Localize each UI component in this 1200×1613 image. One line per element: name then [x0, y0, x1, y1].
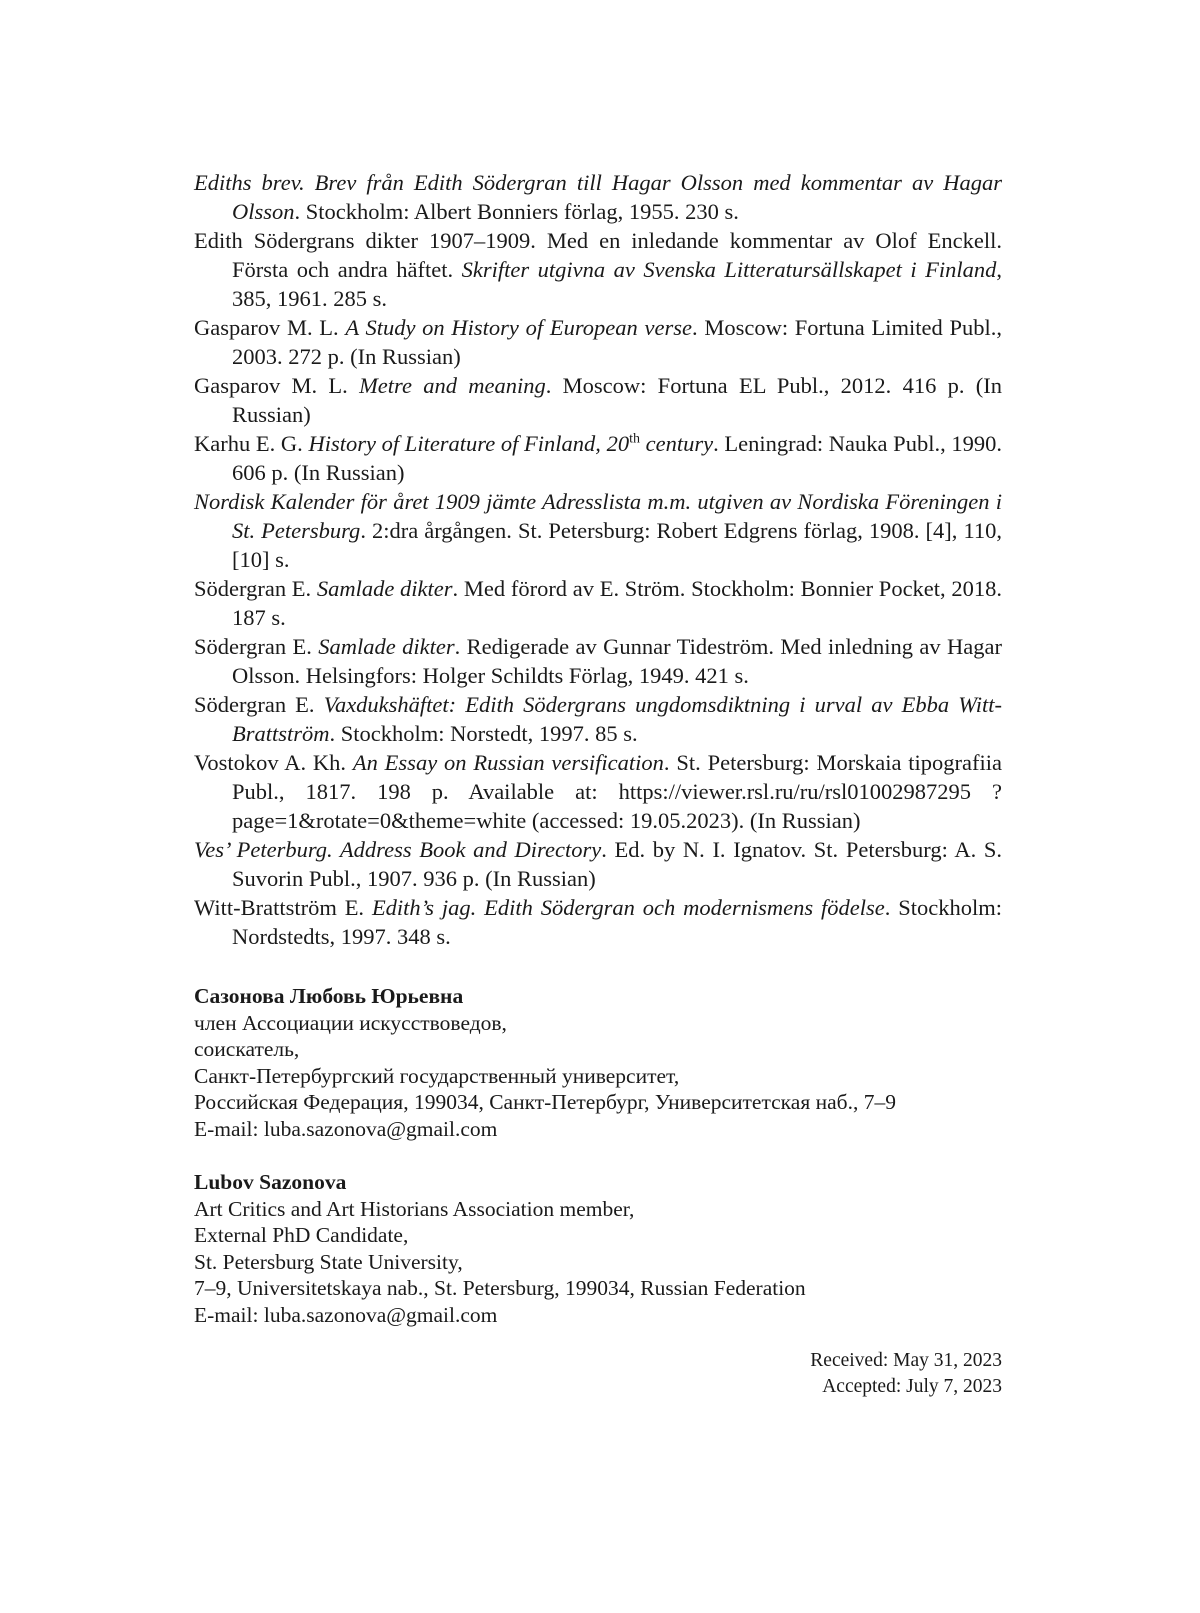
reference-entry: [194, 226, 1002, 313]
reference-entry: [194, 748, 1002, 835]
reference-list: [194, 168, 1002, 951]
reference-title-text: century: [639, 431, 714, 456]
reference-entry: [194, 835, 1002, 893]
reference-title-text: A Study on History of European verse: [345, 315, 692, 340]
page-content: [194, 168, 1002, 1400]
reference-title-text: Samlade dikter: [318, 634, 455, 659]
author-line-ru: член Ассоциации искусствоведов,: [194, 1010, 507, 1035]
reference-text: Witt-Brattström E.: [194, 895, 372, 920]
author-line-en: 7–9, Universitetskaya nab., St. Petersburg, 199034, Russian Federation: [194, 1276, 806, 1300]
reference-text: . Redigerade av Gunnar Tideström. Med inledning av Hagar Olsson. Helsingfors: Holger Schildts Förlag, 1949. 421 s.: [232, 634, 1002, 688]
reference-entry: [194, 632, 1002, 690]
reference-text: Gasparov M. L.: [194, 373, 360, 398]
author-info-en: [194, 1169, 1002, 1328]
reference-entry: [194, 313, 1002, 371]
reference-text: . Stockholm: Nordstedts, 1997. 348 s.: [232, 895, 1002, 949]
reference-text: . Leningrad: Nauka Publ., 1990. 606 p. (In Russian): [232, 431, 1002, 485]
reference-title-text: Ediths brev. Brev från Edith Södergran till Hagar Olsson med kommentar av Hagar Olsson: [194, 170, 1002, 224]
reference-entry: [194, 429, 1002, 487]
reference-text: Södergran E.: [194, 634, 319, 659]
reference-text: . Stockholm: Norstedt, 1997. 85 s.: [329, 721, 638, 746]
reference-entry: [194, 168, 1002, 226]
author-email-en: E-mail: luba.sazonova@gmail.com: [194, 1302, 498, 1327]
reference-entry: [194, 690, 1002, 748]
author-name-ru: Сазонова Любовь Юрьевна: [194, 984, 464, 1008]
reference-title-text: History of Literature of Finland, 20: [308, 431, 630, 456]
submission-dates: [194, 1348, 1002, 1400]
reference-text: Vostokov A. Kh.: [194, 750, 353, 775]
author-line-en: St. Petersburg State University,: [194, 1249, 463, 1274]
accepted-date: Accepted: July 7, 2023: [822, 1376, 1002, 1397]
reference-entry: [194, 487, 1002, 574]
author-line-en: External PhD Candidate,: [194, 1223, 409, 1247]
reference-text: . Med förord av E. Ström. Stockholm: Bonnier Pocket, 2018. 187 s.: [232, 576, 1002, 630]
reference-text: Edith Södergrans dikter 1907–1909. Med en inledande kommentar av Olof Enckell. Första och andra häftet.: [194, 228, 1002, 282]
reference-text: . 2:dra årgången. St. Petersburg: Robert Edgrens förlag, 1908. [4], 110, [10] s.: [232, 518, 1002, 572]
reference-text: th: [629, 431, 640, 447]
reference-text: Gasparov M. L.: [194, 315, 346, 340]
reference-title-text: An Essay on Russian versification: [352, 750, 664, 775]
author-line-en: Art Critics and Art Historians Association member,: [194, 1196, 635, 1221]
reference-text: Södergran E.: [194, 692, 324, 717]
reference-entry: [194, 371, 1002, 429]
reference-entry: [194, 893, 1002, 951]
reference-text: Karhu E. G.: [194, 431, 309, 456]
received-date: Received: May 31, 2023: [810, 1350, 1002, 1371]
reference-text: . Ed. by N. I. Ignatov. St. Petersburg: A. S. Suvorin Publ., 1907. 936 p. (In Russian): [232, 837, 1002, 891]
author-line-ru: Российская Федерация, 199034, Санкт-Петербург, Университетская наб., 7–9: [194, 1090, 896, 1114]
reference-entry: [194, 574, 1002, 632]
reference-title-text: Edith’s jag. Edith Södergran och modernismens födelse: [371, 895, 885, 920]
reference-title-text: Skrifter utgivna av Svenska Litteratursällskapet i Finland: [461, 257, 997, 282]
reference-text: , 385, 1961. 285 s.: [232, 257, 1003, 311]
reference-text: . Moscow: Fortuna EL Publ., 2012. 416 p. (In Russian): [232, 373, 1002, 427]
author-name-en: Lubov Sazonova: [194, 1170, 347, 1194]
reference-text: . Moscow: Fortuna Limited Publ., 2003. 272 p. (In Russian): [232, 315, 1002, 369]
reference-title-text: Vaxdukshäftet: Edith Södergrans ungdomsdiktning i urval av Ebba Witt-Brattström: [232, 692, 1002, 746]
author-email-ru: E-mail: luba.sazonova@gmail.com: [194, 1116, 498, 1141]
author-info-ru: [194, 983, 1002, 1142]
reference-title-text: Metre and meaning: [359, 373, 546, 398]
reference-title-text: Samlade dikter: [316, 576, 453, 601]
reference-title-text: Ves’ Peterburg. Address Book and Directory: [194, 837, 602, 862]
reference-text: Södergran E.: [194, 576, 317, 601]
author-line-ru: соискатель,: [194, 1037, 300, 1061]
reference-title-text: Nordisk Kalender för året 1909 jämte Adresslista m.m. utgiven av Nordiska Föreningen i St. Petersburg: [194, 489, 1002, 543]
reference-text: . St. Petersburg: Morskaia tipografiia Publ., 1817. 198 p. Available at: https://viewer.rsl.ru/ru/rsl01002987295 ?page=1&rotate=0&theme=white (accessed: 19.05.2023). (In Russian): [232, 750, 1002, 833]
reference-text: . Stockholm: Albert Bonniers förlag, 1955. 230 s.: [294, 199, 739, 224]
author-line-ru: Санкт-Петербургский государственный университет,: [194, 1063, 680, 1088]
